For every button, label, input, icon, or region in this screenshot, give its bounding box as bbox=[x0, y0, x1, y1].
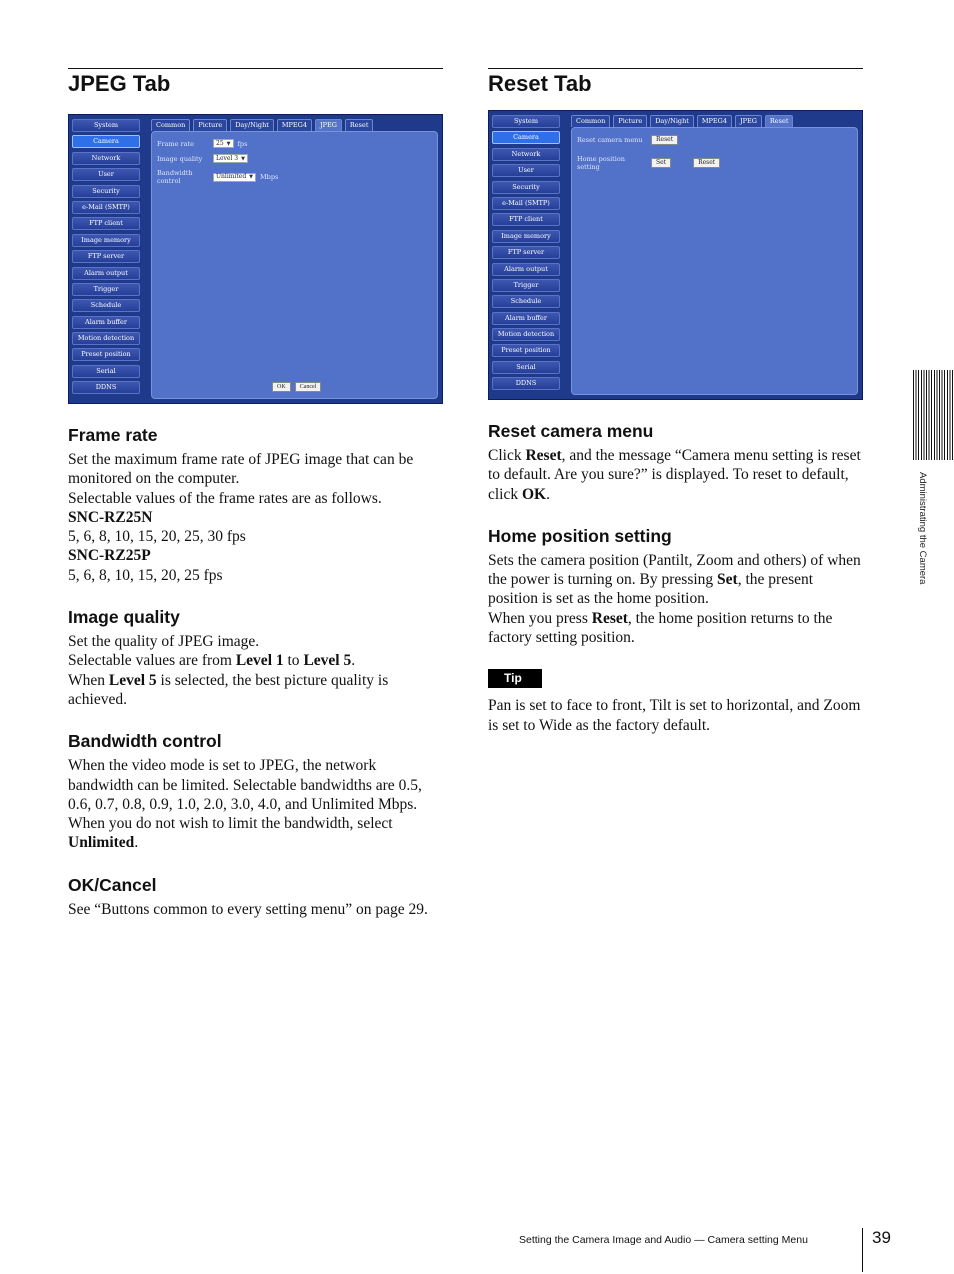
reset-settings-panel bbox=[571, 127, 858, 395]
bandwidth-section bbox=[68, 730, 443, 852]
tab-common[interactable]: Common bbox=[571, 115, 610, 127]
menu-item-ftp-client[interactable]: FTP client bbox=[72, 217, 140, 230]
image-quality-p2a: Selectable values are from bbox=[68, 652, 236, 670]
menu-item-ftp-server[interactable]: FTP server bbox=[492, 246, 560, 259]
jpeg-tab-screenshot bbox=[68, 114, 443, 404]
image-quality-p3b: is selected, the best picture quality is achieved. bbox=[68, 671, 389, 708]
chevron-down-icon: ▼ bbox=[249, 174, 254, 180]
menu-item-email[interactable]: e-Mail (SMTP) bbox=[492, 197, 560, 210]
right-column bbox=[488, 68, 863, 735]
reset-p1b: , and the message “Camera menu setting is reset to default. Are you sure?” is displayed. To reset to default, click bbox=[488, 447, 861, 503]
image-quality-label: Image quality bbox=[157, 154, 203, 163]
left-column bbox=[68, 68, 443, 919]
reset-camera-menu-text bbox=[488, 446, 863, 504]
bandwidth-value: Unlimited bbox=[216, 173, 247, 180]
menu-item-ddns[interactable]: DDNS bbox=[72, 381, 140, 394]
menu-item-alarm-output[interactable]: Alarm output bbox=[72, 267, 140, 280]
tip-section bbox=[488, 669, 863, 735]
home-position-set-button[interactable]: Set bbox=[651, 158, 671, 168]
tab-day-night[interactable]: Day/Night bbox=[230, 119, 274, 131]
ok-cancel-section bbox=[68, 874, 443, 919]
menu-item-alarm-buffer[interactable]: Alarm buffer bbox=[492, 312, 560, 325]
image-quality-heading: Image quality bbox=[68, 607, 180, 628]
menu-item-alarm-buffer[interactable]: Alarm buffer bbox=[72, 316, 140, 329]
tab-common[interactable]: Common bbox=[151, 119, 190, 131]
frame-rate-section bbox=[68, 424, 443, 585]
tab-jpeg[interactable]: JPEG bbox=[735, 115, 762, 127]
tab-mpeg4[interactable]: MPEG4 bbox=[697, 115, 732, 127]
bandwidth-heading: Bandwidth control bbox=[68, 731, 222, 752]
frame-rate-text bbox=[68, 450, 443, 585]
title-rule bbox=[488, 68, 863, 69]
tab-reset[interactable]: Reset bbox=[765, 115, 794, 127]
image-quality-text bbox=[68, 632, 443, 709]
home-position-heading: Home position setting bbox=[488, 525, 672, 546]
reset-camera-menu-button[interactable]: Reset bbox=[651, 135, 678, 145]
tab-picture[interactable]: Picture bbox=[193, 119, 227, 131]
bandwidth-unit: Mbps bbox=[260, 173, 279, 181]
home-p1a: Sets the camera position (Pantilt, Zoom and others) of when the power is turning on. By pressing bbox=[488, 551, 861, 589]
menu-item-serial[interactable]: Serial bbox=[492, 361, 560, 374]
settings-menu bbox=[72, 119, 140, 398]
page-number: 39 bbox=[872, 1228, 891, 1247]
frame-rate-row bbox=[157, 139, 247, 148]
menu-item-preset-position[interactable]: Preset position bbox=[492, 344, 560, 357]
home-position-row bbox=[577, 155, 720, 171]
reset-tab-screenshot bbox=[488, 110, 863, 400]
tab-reset[interactable]: Reset bbox=[345, 119, 374, 131]
reset-camera-menu-row bbox=[577, 135, 678, 145]
tip-label: Tip bbox=[488, 669, 542, 688]
menu-item-system[interactable]: System bbox=[492, 115, 560, 128]
side-chapter-label: Administrating the Camera bbox=[917, 472, 928, 585]
bandwidth-row bbox=[157, 169, 278, 185]
image-quality-p3a: When bbox=[68, 671, 109, 689]
menu-item-user[interactable]: User bbox=[492, 164, 560, 177]
level1-text: Level 1 bbox=[235, 652, 284, 670]
home-p1b: , the present position is set as the home position. bbox=[488, 571, 814, 608]
tip-text: Pan is set to face to front, Tilt is set to horizontal, and Zoom is set to Wide as the factory default. bbox=[488, 697, 861, 734]
image-quality-section bbox=[68, 606, 443, 709]
image-quality-p2c: . bbox=[351, 652, 356, 670]
menu-item-image-memory[interactable]: Image memory bbox=[492, 230, 560, 243]
set-bold: Set bbox=[717, 571, 738, 589]
bandwidth-text bbox=[68, 756, 443, 852]
image-quality-value: Level 3 bbox=[216, 154, 239, 162]
bandwidth-p1-end: . bbox=[134, 834, 139, 852]
menu-item-trigger[interactable]: Trigger bbox=[492, 279, 560, 292]
home-position-label: Home position setting bbox=[577, 155, 625, 171]
reset-camera-menu-section bbox=[488, 420, 863, 504]
menu-item-alarm-output[interactable]: Alarm output bbox=[492, 263, 560, 276]
reset-bold-2: Reset bbox=[591, 609, 628, 627]
reset-bold: Reset bbox=[525, 447, 562, 464]
ok-cancel-buttons bbox=[272, 382, 321, 392]
tab-mpeg4[interactable]: MPEG4 bbox=[277, 119, 312, 131]
frame-rate-heading: Frame rate bbox=[68, 425, 158, 445]
ok-cancel-text: See “Buttons common to every setting menu” on page 29. bbox=[68, 900, 428, 918]
menu-item-user[interactable]: User bbox=[72, 168, 140, 181]
ok-cancel-heading: OK/Cancel bbox=[68, 874, 157, 895]
menu-item-system[interactable]: System bbox=[72, 119, 140, 132]
tab-picture[interactable]: Picture bbox=[613, 115, 647, 127]
frame-rate-select[interactable] bbox=[213, 139, 234, 148]
menu-item-motion-detection[interactable]: Motion detection bbox=[492, 328, 560, 341]
image-quality-p2b: to bbox=[283, 652, 304, 670]
frame-rate-unit: fps bbox=[237, 139, 248, 148]
reset-p1c: . bbox=[546, 485, 550, 503]
model-p: SNC-RZ25P bbox=[68, 547, 151, 565]
tab-jpeg[interactable]: JPEG bbox=[315, 119, 342, 131]
level5-text-2: Level 5 bbox=[108, 671, 157, 689]
home-p2b: , the home position returns to the factory setting position. bbox=[488, 609, 833, 647]
jpeg-tab-title: JPEG Tab bbox=[68, 71, 171, 96]
footer-rule bbox=[862, 1228, 863, 1272]
values-n: 5, 6, 8, 10, 15, 20, 25, 30 fps bbox=[68, 528, 246, 546]
menu-item-ddns[interactable]: DDNS bbox=[492, 377, 560, 390]
menu-item-serial[interactable]: Serial bbox=[72, 365, 140, 378]
footer-text: Setting the Camera Image and Audio — Camera setting Menu bbox=[519, 1234, 808, 1246]
menu-item-security[interactable]: Security bbox=[492, 181, 560, 194]
reset-tab-title: Reset Tab bbox=[488, 71, 592, 96]
camera-tabs bbox=[151, 119, 373, 131]
title-rule bbox=[68, 68, 443, 69]
image-quality-select[interactable] bbox=[213, 154, 248, 163]
chevron-down-icon: ▼ bbox=[226, 140, 231, 147]
reset-p1a: Click bbox=[488, 447, 526, 464]
menu-item-ftp-server[interactable]: FTP server bbox=[72, 250, 140, 263]
frame-rate-p2: Selectable values of the frame rates are as follows. bbox=[68, 489, 382, 507]
jpeg-settings-panel bbox=[151, 131, 438, 399]
ok-bold: OK bbox=[522, 485, 547, 503]
menu-item-security[interactable]: Security bbox=[72, 185, 140, 198]
home-position-reset-button[interactable]: Reset bbox=[693, 158, 720, 168]
menu-item-camera[interactable]: Camera bbox=[72, 135, 140, 148]
cancel-button[interactable]: Cancel bbox=[295, 382, 322, 392]
settings-menu bbox=[492, 115, 560, 394]
chevron-down-icon: ▼ bbox=[241, 155, 245, 162]
menu-item-schedule[interactable]: Schedule bbox=[72, 299, 140, 312]
reset-camera-menu-heading: Reset camera menu bbox=[488, 421, 654, 441]
menu-item-camera[interactable]: Camera bbox=[492, 131, 560, 144]
home-position-section bbox=[488, 525, 863, 647]
menu-item-schedule[interactable]: Schedule bbox=[492, 295, 560, 308]
tab-day-night[interactable]: Day/Night bbox=[650, 115, 694, 127]
menu-item-trigger[interactable]: Trigger bbox=[72, 283, 140, 296]
ok-button[interactable]: OK bbox=[272, 382, 291, 392]
menu-item-network[interactable]: Network bbox=[72, 152, 140, 165]
home-p2a: When you press bbox=[488, 609, 592, 627]
frame-rate-value: 25 bbox=[216, 139, 224, 147]
image-quality-row bbox=[157, 154, 248, 163]
values-p: 5, 6, 8, 10, 15, 20, 25 fps bbox=[68, 566, 223, 584]
menu-item-image-memory[interactable]: Image memory bbox=[72, 234, 140, 247]
unlimited-text: Unlimited bbox=[68, 834, 135, 852]
menu-item-email[interactable]: e-Mail (SMTP) bbox=[72, 201, 140, 214]
bandwidth-label: Bandwidth control bbox=[157, 169, 193, 185]
thumb-index-bar bbox=[913, 370, 954, 460]
reset-camera-menu-label: Reset camera menu bbox=[577, 136, 643, 144]
menu-item-ftp-client[interactable]: FTP client bbox=[492, 213, 560, 226]
model-n: SNC-RZ25N bbox=[68, 508, 153, 526]
menu-item-preset-position[interactable]: Preset position bbox=[72, 348, 140, 361]
image-quality-p1: Set the quality of JPEG image. bbox=[68, 633, 260, 651]
bandwidth-p1: When the video mode is set to JPEG, the network bandwidth can be limited. Selectable bandwidths are 0.5, 0.6, 0.7, 0.8, 0.9, 1.0, 2.0, 3.0, 4.0, and Unlimited Mbps. When you do not wish to limit the bandwidth, select bbox=[68, 757, 422, 833]
level5-text: Level 5 bbox=[303, 652, 352, 670]
bandwidth-select[interactable] bbox=[213, 173, 256, 182]
menu-item-network[interactable]: Network bbox=[492, 148, 560, 161]
home-position-text bbox=[488, 551, 863, 647]
camera-tabs bbox=[571, 115, 793, 127]
frame-rate-p1: Set the maximum frame rate of JPEG image that can be monitored on the computer. bbox=[68, 451, 414, 488]
frame-rate-label: Frame rate bbox=[157, 139, 195, 148]
menu-item-motion-detection[interactable]: Motion detection bbox=[72, 332, 140, 345]
